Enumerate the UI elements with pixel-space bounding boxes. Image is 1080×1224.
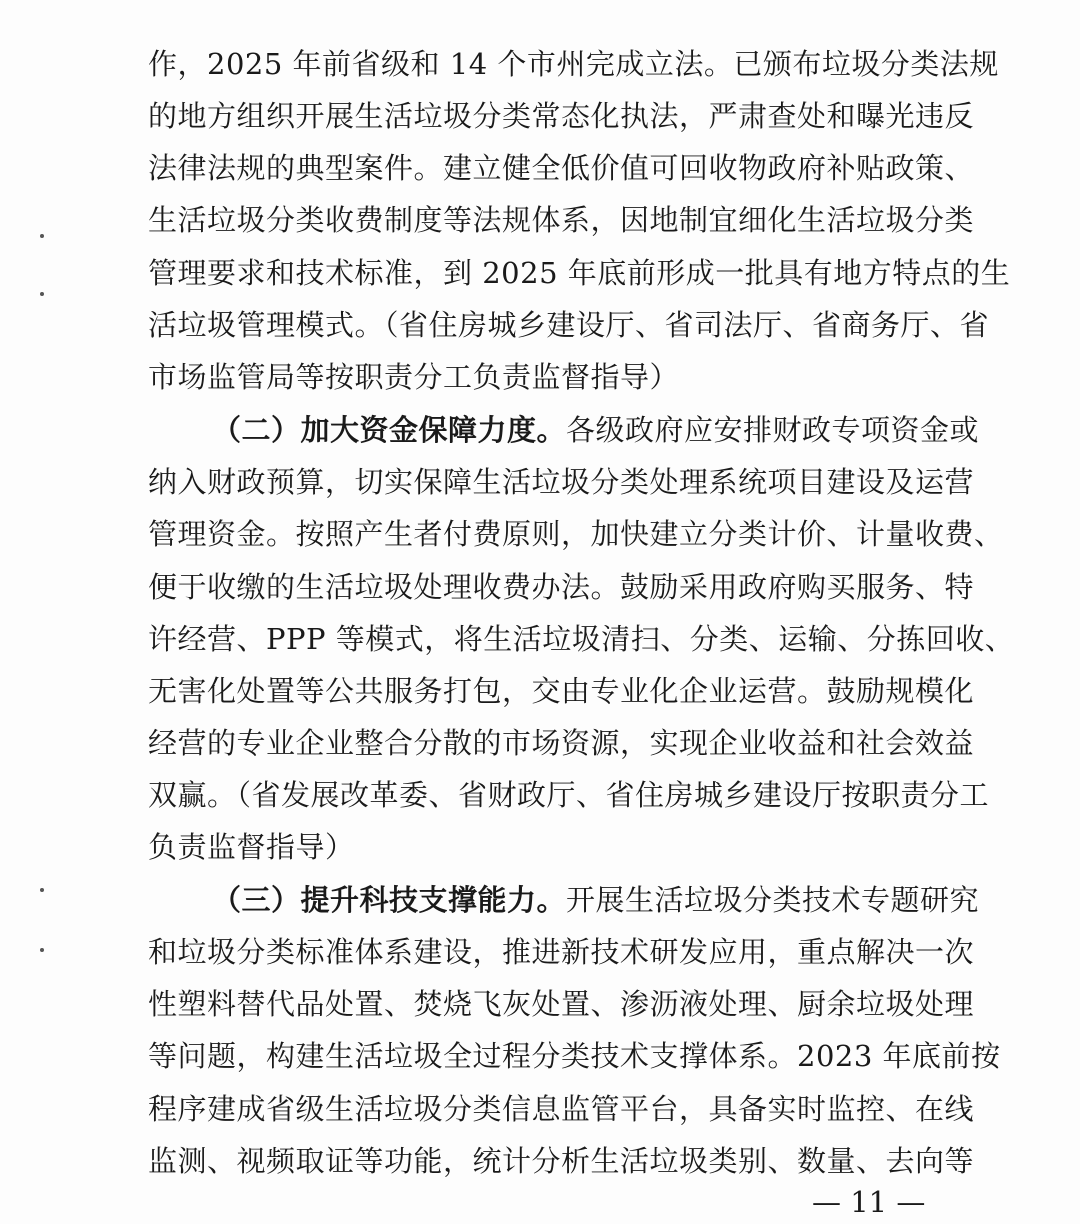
text-line: 负责监督指导） bbox=[148, 830, 355, 864]
scan-dot bbox=[40, 888, 44, 892]
text-line: 活垃圾管理模式。（省住房城乡建设厅、省司法厅、省商务厅、省 bbox=[148, 308, 990, 342]
scan-dot bbox=[40, 234, 44, 238]
text-span: 开展生活垃圾分类技术专题研究 bbox=[566, 883, 980, 917]
text-span: 各级政府应安排财政专项资金或 bbox=[566, 413, 980, 447]
text-line: 经营的专业企业整合分散的市场资源，实现企业收益和社会效益 bbox=[148, 726, 975, 760]
text-line: 许经营、PPP 等模式，将生活垃圾清扫、分类、运输、分拣回收、 bbox=[148, 622, 1015, 656]
section-heading: （二）加大资金保障力度。 bbox=[212, 413, 567, 447]
text-line: 性塑料替代品处置、焚烧飞灰处置、渗沥液处理、厨余垃圾处理 bbox=[148, 987, 975, 1021]
scan-dot bbox=[40, 292, 44, 296]
text-line: 无害化处置等公共服务打包，交由专业化企业运营。鼓励规模化 bbox=[148, 674, 975, 708]
text-line: 管理资金。按照产生者付费原则，加快建立分类计价、计量收费、 bbox=[148, 517, 1004, 551]
text-line: 的地方组织开展生活垃圾分类常态化执法，严肃查处和曝光违反 bbox=[148, 99, 975, 133]
text-line: 市场监管局等按职责分工负责监督指导） bbox=[148, 360, 680, 394]
section-3-first-line bbox=[148, 880, 980, 920]
section-heading: （三）提升科技支撑能力。 bbox=[212, 883, 567, 917]
scan-dot bbox=[40, 948, 44, 952]
text-line: 纳入财政预算，切实保障生活垃圾分类处理系统项目建设及运营 bbox=[148, 465, 975, 499]
text-line: 程序建成省级生活垃圾分类信息监管平台，具备实时监控、在线 bbox=[148, 1092, 975, 1126]
text-line: 法律法规的典型案件。建立健全低价值可回收物政府补贴政策、 bbox=[148, 151, 975, 185]
text-line: 作，2025 年前省级和 14 个市州完成立法。已颁布垃圾分类法规 bbox=[148, 47, 999, 81]
section-2-first-line bbox=[148, 410, 980, 450]
text-line: 生活垃圾分类收费制度等法规体系，因地制宜细化生活垃圾分类 bbox=[148, 203, 975, 237]
text-line: 监测、视频取证等功能，统计分析生活垃圾类别、数量、去向等 bbox=[148, 1144, 975, 1178]
text-line: 和垃圾分类标准体系建设，推进新技术研发应用，重点解决一次 bbox=[148, 935, 975, 969]
text-line: 双赢。（省发展改革委、省财政厅、省住房城乡建设厅按职责分工 bbox=[148, 778, 990, 812]
text-line: 便于收缴的生活垃圾处理收费办法。鼓励采用政府购买服务、特 bbox=[148, 570, 975, 604]
page-number: — 11 — bbox=[812, 1185, 926, 1219]
text-line: 管理要求和技术标准，到 2025 年底前形成一批具有地方特点的生 bbox=[148, 256, 1011, 290]
text-line: 等问题，构建生活垃圾全过程分类技术支撑体系。2023 年底前按 bbox=[148, 1039, 1001, 1073]
